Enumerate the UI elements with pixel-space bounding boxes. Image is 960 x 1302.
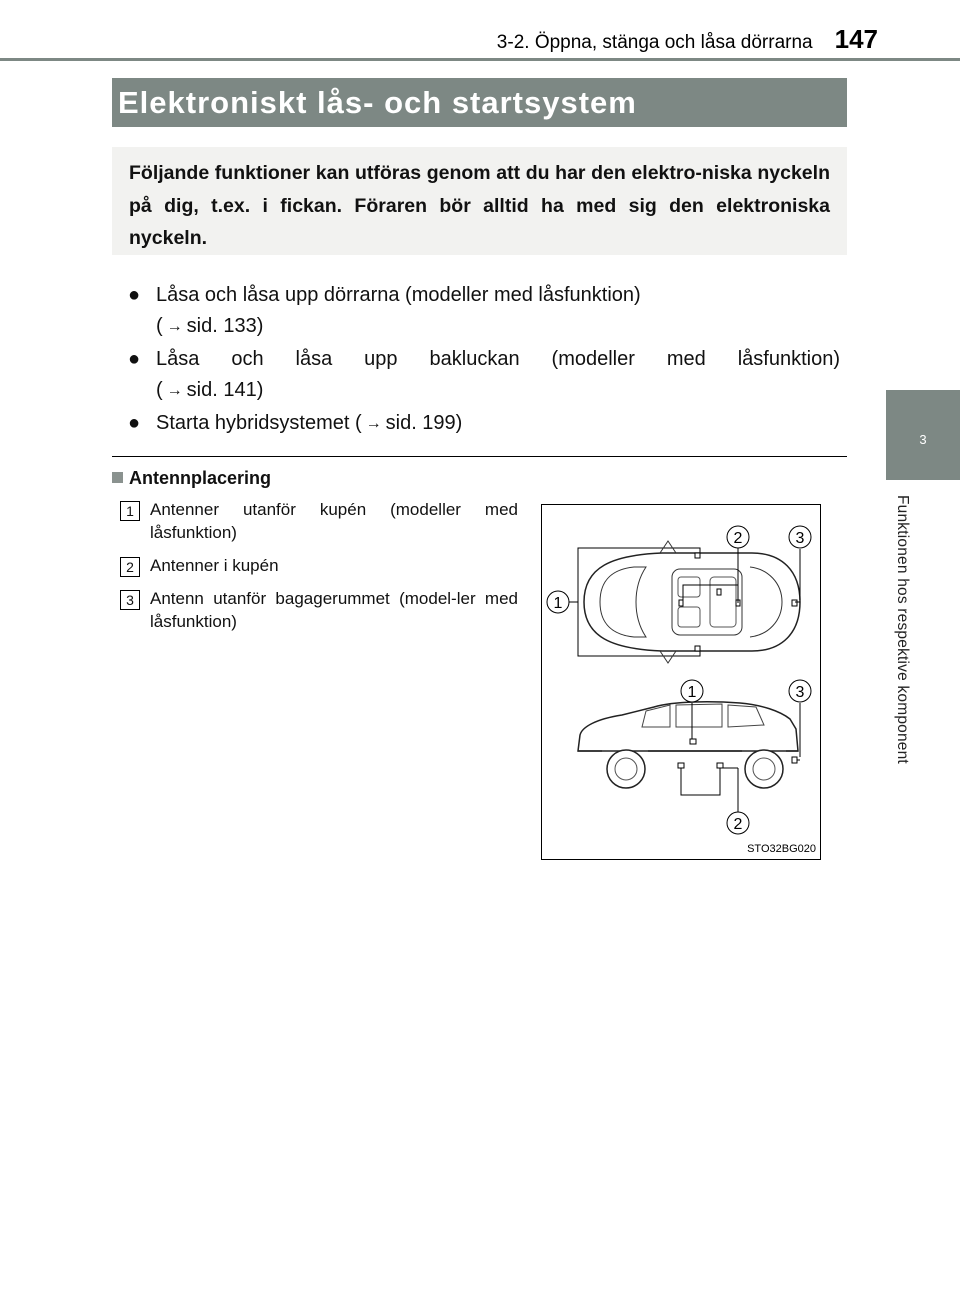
- intro-text: Följande funktioner kan utföras genom att du har den elektro-niska nyckeln på dig, t.ex. i fickan. Föraren bör alltid ha med sig den elektroniska nyckeln.: [129, 162, 830, 249]
- legend-text: Antenner i kupén: [150, 556, 279, 575]
- bullet-text: Låsa och låsa upp bakluckan (modeller med låsfunktion): [156, 348, 840, 370]
- header-rule: [0, 58, 960, 61]
- car-antenna-diagram: [541, 504, 821, 860]
- bullet-text: Starta hybridsystemet (: [156, 412, 362, 434]
- legend-text: Antenn utanför bagagerummet (model-ler med låsfunktion): [150, 589, 518, 631]
- bullet-dot-icon: ●: [128, 284, 141, 306]
- antenna-legend: [120, 498, 518, 643]
- legend-item: [120, 587, 518, 633]
- car-diagram-icon: [542, 505, 822, 861]
- legend-item: [120, 554, 518, 577]
- page-reference: ( → sid. 133): [156, 311, 840, 342]
- page-header: [497, 24, 878, 55]
- legend-number: 2: [120, 557, 140, 577]
- list-item: [128, 280, 840, 342]
- header-section-title: 3-2. Öppna, stänga och låsa dörrarna: [496, 32, 813, 53]
- page-number: 147: [834, 24, 878, 54]
- legend-number: 3: [120, 590, 140, 610]
- bullet-dot-icon: ●: [128, 348, 141, 370]
- chapter-title: Funktionen hos respektive komponent: [894, 495, 911, 764]
- bullet-dot-icon: ●: [128, 412, 141, 434]
- svg-text:1: 1: [687, 684, 697, 701]
- subsection-heading: Antennplacering: [112, 468, 271, 489]
- arrow-icon: →: [166, 318, 183, 335]
- chapter-tab: [886, 390, 960, 480]
- svg-text:3: 3: [795, 684, 805, 701]
- svg-text:1: 1: [553, 595, 563, 612]
- arrow-icon: →: [365, 415, 382, 432]
- svg-text:3: 3: [795, 530, 805, 547]
- figure-code: STO32BG020: [747, 843, 816, 855]
- list-item: [128, 344, 840, 406]
- page-reference: sid. 199): [385, 412, 463, 434]
- list-item: [128, 408, 840, 439]
- square-icon: [112, 472, 123, 483]
- arrow-icon: →: [166, 382, 183, 399]
- chapter-number: 3: [919, 432, 927, 447]
- section-divider: [112, 456, 847, 457]
- section-title: Elektroniskt lås- och startsystem: [112, 78, 847, 127]
- legend-item: [120, 498, 518, 544]
- svg-text:2: 2: [733, 530, 743, 547]
- legend-number: 1: [120, 501, 140, 521]
- legend-text: Antenner utanför kupén (modeller med låsfunktion): [150, 500, 518, 542]
- page-reference: ( → sid. 141): [156, 375, 840, 406]
- svg-text:2: 2: [733, 816, 743, 833]
- intro-box: [112, 147, 847, 255]
- bullet-text: Låsa och låsa upp dörrarna (modeller med låsfunktion): [156, 284, 641, 306]
- function-list: [128, 280, 840, 441]
